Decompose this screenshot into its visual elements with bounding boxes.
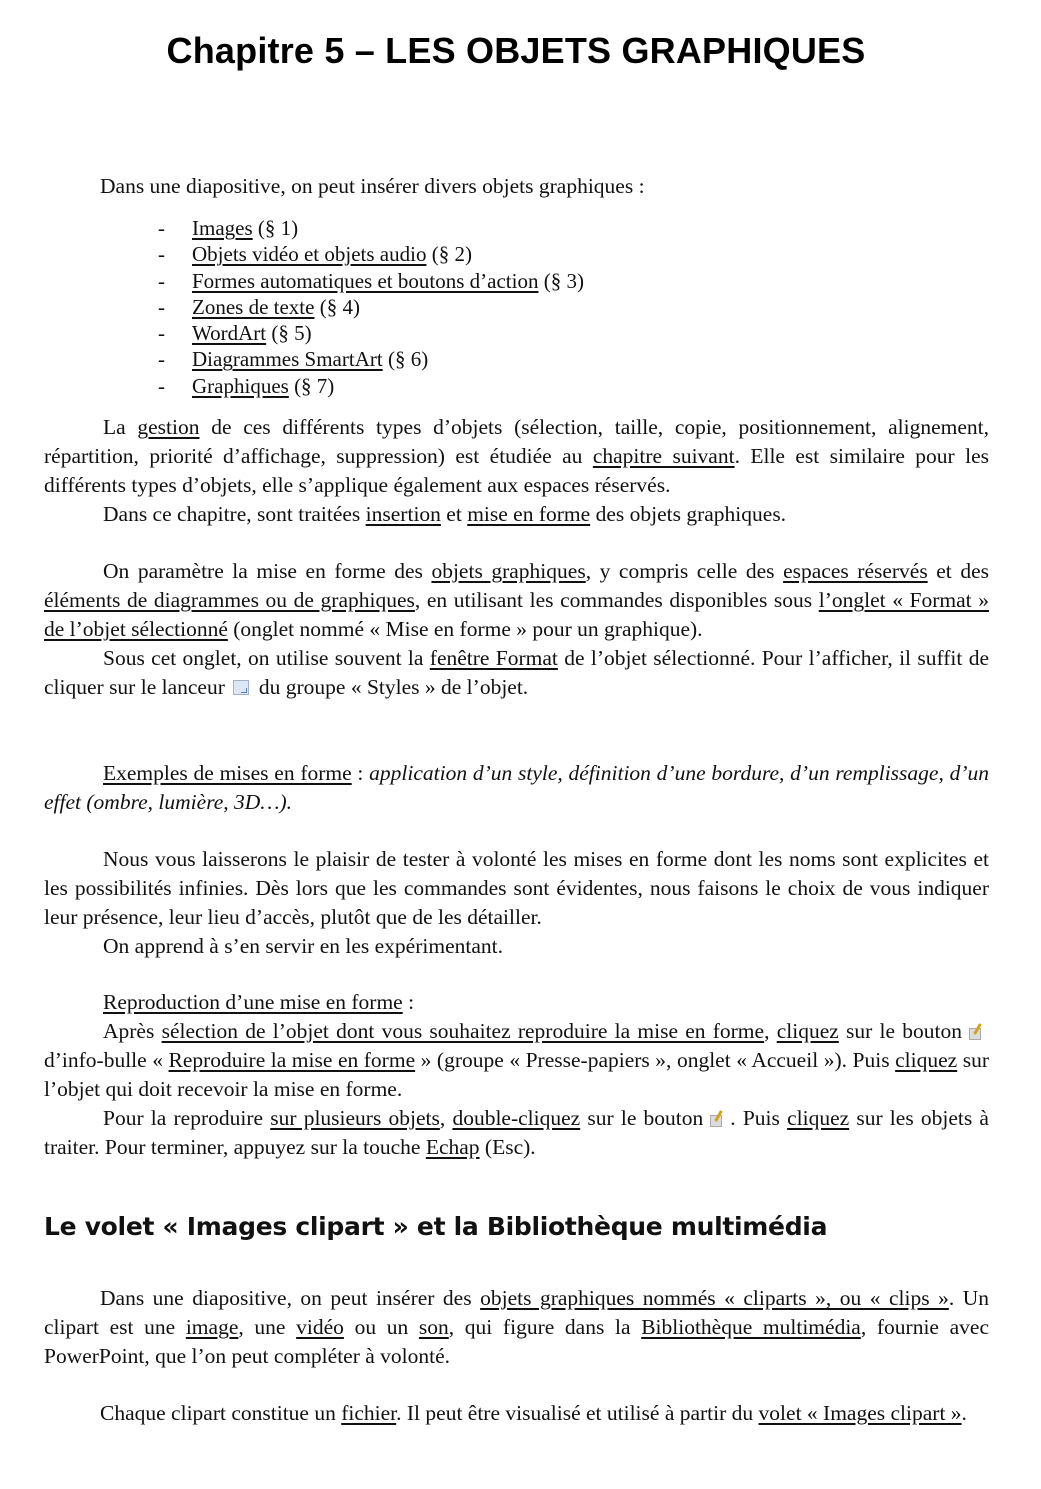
list-ref: (§ 5) <box>266 321 312 346</box>
list-link[interactable]: Objets vidéo et objets audio <box>192 242 427 267</box>
apprend-paragraph: On apprend à s’en servir en les expérimentant. <box>103 934 503 958</box>
list-item <box>158 346 584 372</box>
list-dash: - <box>158 347 165 372</box>
list-item <box>158 241 584 267</box>
list-item <box>158 373 584 399</box>
format-painter-icon <box>709 1110 724 1127</box>
parametre-paragraph: On paramètre la mise en forme des objets graphiques, y compris celle des espaces réservés et des éléments de diagrammes ou de graphiques, en utilisant les commandes disponibles sous l’onglet « Format » de l’objet sélectionné (onglet nommé « Mise en forme » pour un graphique). <box>44 559 989 641</box>
list-dash: - <box>158 268 165 293</box>
list-link[interactable]: Diagrammes SmartArt <box>192 347 383 372</box>
list-ref: (§ 2) <box>426 242 472 267</box>
list-item <box>158 294 584 320</box>
list-ref: (§ 6) <box>382 347 429 372</box>
fichier-block <box>44 1399 989 1428</box>
list-link[interactable]: Formes automatiques et boutons d’action <box>192 268 539 293</box>
list-link[interactable]: Zones de texte <box>192 294 315 319</box>
list-dash: - <box>158 242 165 267</box>
chapitre-paragraph: Dans ce chapitre, sont traitées insertion et mise en forme des objets graphiques. <box>103 502 787 526</box>
list-link[interactable]: WordArt <box>192 321 267 346</box>
gestion-paragraph: La gestion de ces différents types d’objets (sélection, taille, copie, positionnement, alignement, répartition, priorité d’affichage, suppression) est étudiée au chapitre suivant. Elle est similaire pour les différents types d’objets, elle s’applique également aux espaces réservés. <box>44 415 989 497</box>
list-item <box>158 268 584 294</box>
chapter-title: Chapitre 5 – LES OBJETS GRAPHIQUES <box>166 30 866 71</box>
format-block <box>44 557 989 702</box>
list-ref: (§ 4) <box>314 294 360 319</box>
reproduction-block <box>44 988 989 1162</box>
list-dash: - <box>158 216 165 240</box>
plaisir-block <box>44 845 989 961</box>
format-painter-icon <box>968 1023 983 1040</box>
dialog-launcher-icon <box>233 680 249 695</box>
reproduction-heading: Reproduction d’une mise en forme : <box>103 990 415 1014</box>
list-ref: (§ 3) <box>538 268 584 293</box>
list-link[interactable]: Images <box>192 216 253 240</box>
fichier-paragraph: Chaque clipart constitue un fichier. Il peut être visualisé et utilisé à partir du volet « Images clipart ». <box>100 1401 967 1425</box>
list-link[interactable]: Graphiques <box>192 373 289 398</box>
plaisir-paragraph: Nous vous laisserons le plaisir de tester à volonté les mises en forme dont les noms sont explicites et les possibilités infinies. Dès lors que les commandes sont évidentes, nous faisons le choix de vous indiquer leur présence, leur lieu d’accès, plutôt que de les détailler. <box>44 847 989 929</box>
apres-paragraph: Après sélection de l’objet dont vous souhaitez reproduire la mise en forme, cliquez sur le boutond’info-bulle « Reproduire la mise en forme » (groupe « Presse-papiers », onglet « Accueil »). Puis cliquez sur l’objet qui doit recevoir la mise en forme. <box>44 1019 989 1101</box>
list-dash: - <box>158 294 165 319</box>
exemples-paragraph: Exemples de mises en forme : application d’un style, définition d’une bordure, d’un remplissage, d’un effet (ombre, lumière, 3D…). <box>44 761 989 814</box>
intro-paragraph: Dans une diapositive, on peut insérer divers objets graphiques : <box>100 174 645 198</box>
section-title: Le volet « Images clipart » et la Bibliothèque multimédia <box>44 1212 828 1241</box>
exemples-block <box>44 759 989 817</box>
list-dash: - <box>158 373 165 398</box>
object-type-list <box>158 215 584 399</box>
clipart-block <box>44 1284 989 1371</box>
list-item <box>158 215 584 241</box>
list-ref: (§ 1) <box>252 216 299 240</box>
gestion-block <box>44 413 989 529</box>
list-item <box>158 320 584 346</box>
onglet-paragraph: Sous cet onglet, on utilise souvent la fenêtre Format de l’objet sélectionné. Pour l’afficher, il suffit de cliquer sur le lanceur du groupe « Styles » de l’objet. <box>44 646 989 699</box>
clipart-paragraph: Dans une diapositive, on peut insérer des objets graphiques nommés « cliparts », ou « clips ». Un clipart est une image, une vidéo ou un son, qui figure dans la Bibliothèque multimédia, fournie avec PowerPoint, que l’on peut compléter à volonté. <box>44 1286 990 1368</box>
list-dash: - <box>158 321 165 346</box>
list-ref: (§ 7) <box>288 373 335 398</box>
plusieurs-paragraph: Pour la reproduire sur plusieurs objets, double-cliquez sur le bouton . Puis cliquez sur les objets à traiter. Pour terminer, appuyez sur la touche Echap (Esc). <box>44 1106 989 1159</box>
